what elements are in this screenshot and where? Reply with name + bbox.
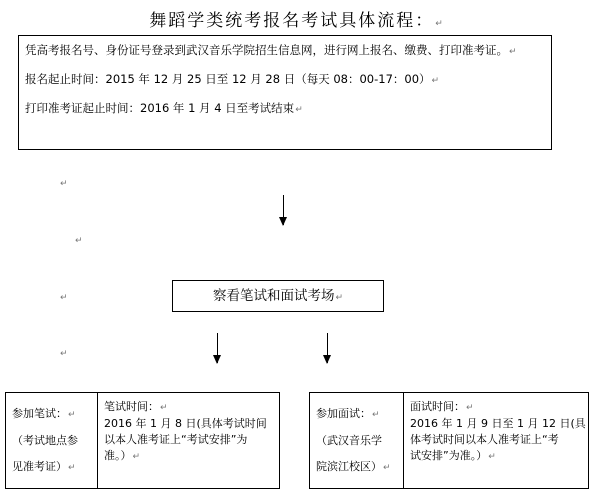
written-exam-heading: 参加笔试：↵ bbox=[12, 407, 76, 420]
written-exam-table bbox=[5, 392, 280, 489]
flow-arrow bbox=[283, 195, 284, 225]
interview-time-cell: 面试时间：↵ 2016 年 1 月 9 日至 1 月 12 日(具 体考试时间以本人准考证上“考 试安排”为准。）↵ bbox=[404, 393, 588, 488]
interview-heading: 参加面试：↵ bbox=[316, 407, 380, 420]
check-exam-rooms-box: 察看笔试和面试考场↵ bbox=[172, 280, 384, 312]
registration-period: 报名起止时间：2015 年 12 月 25 日至 12 月 28 日（每天 08：00-17：00）↵ bbox=[25, 72, 440, 86]
registration-box bbox=[18, 35, 552, 150]
paragraph-mark: ↵ bbox=[435, 19, 445, 29]
interview-place: （武汉音乐学 bbox=[316, 434, 382, 447]
interview-heading-cell: 参加面试：↵ （武汉音乐学 院滨江校区）↵ bbox=[310, 393, 404, 488]
written-exam-place: （考试地点参 bbox=[12, 434, 78, 447]
paragraph-mark: ↵ bbox=[60, 349, 68, 359]
written-exam-heading-cell: 参加笔试：↵ （考试地点参 见准考证）↵ bbox=[6, 393, 98, 488]
interview-time: 2016 年 1 月 9 日至 1 月 12 日(具 bbox=[410, 417, 586, 430]
flow-arrow-written bbox=[217, 333, 218, 363]
flow-arrow-interview bbox=[327, 333, 328, 363]
paragraph-mark: ↵ bbox=[60, 293, 68, 303]
written-exam-time: 2016 年 1 月 8 日(具体考试时间 bbox=[104, 417, 267, 430]
page-title: 舞蹈学类统考报名考试具体流程：↵ bbox=[149, 11, 445, 31]
written-exam-time-label: 笔试时间：↵ bbox=[104, 400, 168, 413]
written-exam-time-cell: 笔试时间：↵ 2016 年 1 月 8 日(具体考试时间 以本人准考证上“考试安排”为 准。）↵ bbox=[98, 393, 279, 488]
registration-instruction: 凭高考报名号、身份证号登录到武汉音乐学院招生信息网，进行网上报名、缴费、打印准考证。↵ bbox=[25, 43, 517, 57]
paragraph-mark: ↵ bbox=[60, 179, 68, 189]
interview-time-label: 面试时间：↵ bbox=[410, 400, 474, 413]
print-admission-period: 打印准考证起止时间：2016 年 1 月 4 日至考试结束↵ bbox=[25, 101, 303, 115]
interview-table bbox=[309, 392, 589, 489]
paragraph-mark: ↵ bbox=[75, 236, 83, 246]
